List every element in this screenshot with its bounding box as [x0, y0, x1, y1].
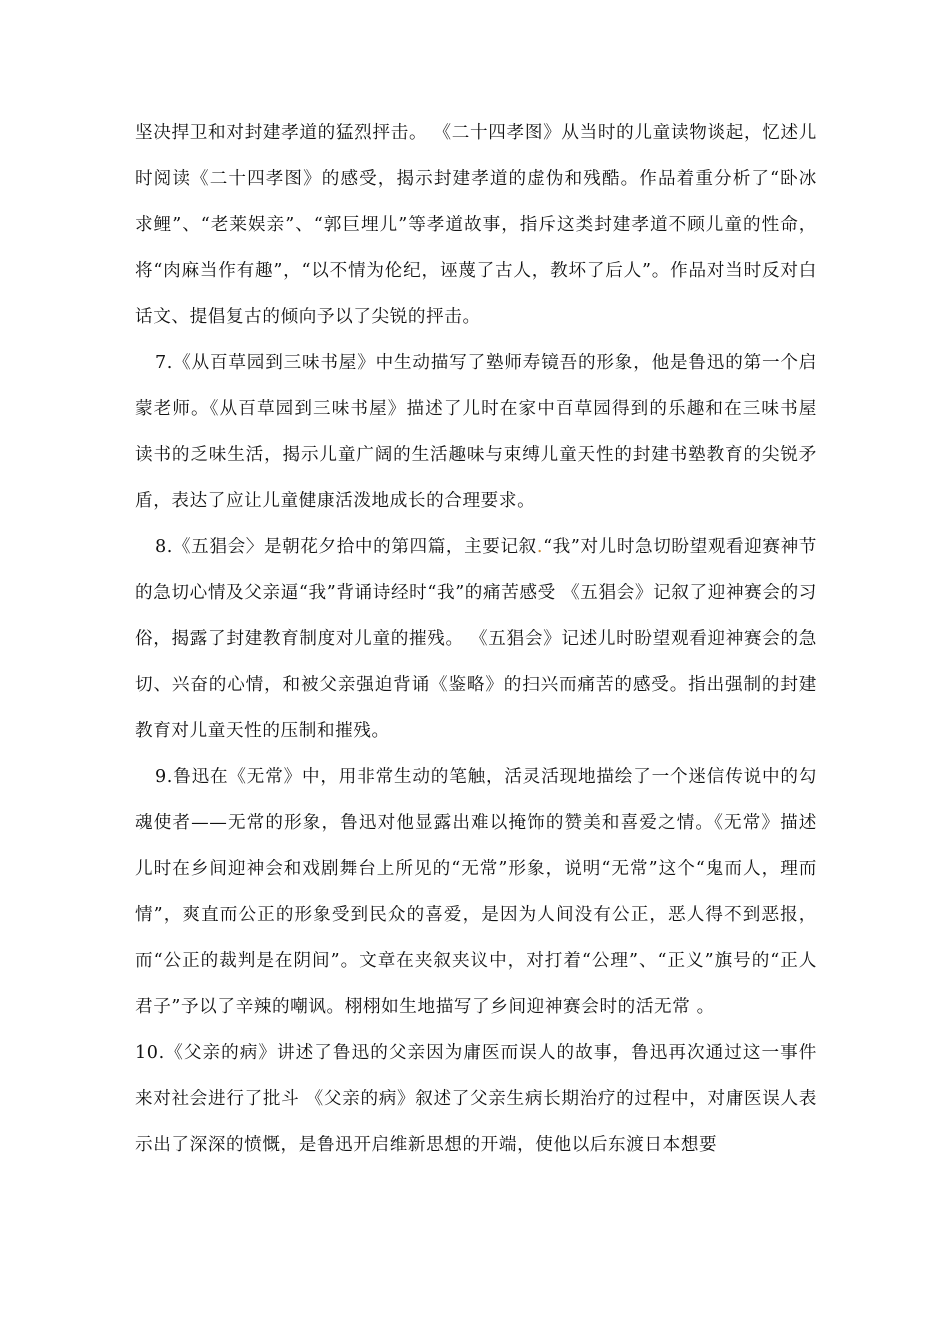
paragraph-10: 10.《父亲的病》讲述了鲁迅的父亲因为庸医而误人的故事，鲁迅再次通过这一事件来对社会进行了批斗 《父亲的病》叙述了父亲生病长期治疗的过程中，对庸医误人表示出了深深的愤慨，是鲁迅开启维新思想的开端，使他以后东渡日本想要 — [135, 1043, 817, 1155]
paragraph-8-part-1: 8.《五猖会〉是朝花夕拾中的第四篇，主要记叙 — [155, 537, 537, 557]
paragraph-8-part-2: “我”对儿时急切盼望观看迎赛神节的急切心情及父亲逼“我”背诵诗经时“我”的痛苦感受 《五猖会》记叙了迎神赛会的习俗，揭露了封建教育制度对儿童的摧残。 《五猖会》记述儿时盼望观看迎神赛会的急切、兴奋的心情，和被父亲强迫背诵《鉴略》的扫兴而痛苦的感受。指出强制的封建教育对儿童天性的压制和摧残。 — [135, 537, 817, 741]
paragraph-8 — [135, 524, 817, 754]
paragraph-7: 7.《从百草园到三味书屋》中生动描写了塾师寿镜吾的形象，他是鲁迅的第一个启蒙老师。《从百草园到三味书屋》描述了儿时在家中百草园得到的乐趣和在三味书屋读书的乏味生活，揭示儿童广阔的生活趣味与束缚儿童天性的封建书塾教育的尖锐矛盾，表达了应让儿童健康活泼地成长的合理要求。 — [135, 353, 817, 511]
paragraph-8-dot: . — [536, 537, 544, 557]
document-page — [135, 110, 817, 1168]
paragraph-twenty-four-filial: 坚决捍卫和对封建孝道的猛烈抨击。 《二十四孝图》从当时的儿童读物谈起，忆述儿时阅读《二十四孝图》的感受，揭示封建孝道的虚伪和残酷。作品着重分析了“卧冰求鲤”、“老莱娱亲”、“郭巨埋儿”等孝道故事，指斥这类封建孝道不顾儿童的性命，将“肉麻当作有趣”，“以不情为伦纪，诬蔑了古人，教坏了后人”。作品对当时反对白话文、提倡复古的倾向予以了尖锐的抨击。 — [135, 123, 817, 327]
paragraph-9: 9.鲁迅在《无常》中，用非常生动的笔触，活灵活现地描绘了一个迷信传说中的勾魂使者——无常的形象，鲁迅对他显露出难以掩饰的赞美和喜爱之情。《无常》描述儿时在乡间迎神会和戏剧舞台上所见的“无常”形象，说明“无常”这个“鬼而人，理而情”，爽直而公正的形象受到民众的喜爱，是因为人间没有公正，恶人得不到恶报，而“公正的裁判是在阴间”。文章在夹叙夹议中，对打着“公理”、“正义”旗号的“正人君子”予以了辛辣的嘲讽。栩栩如生地描写了乡间迎神赛会时的活无常 。 — [135, 767, 817, 1017]
